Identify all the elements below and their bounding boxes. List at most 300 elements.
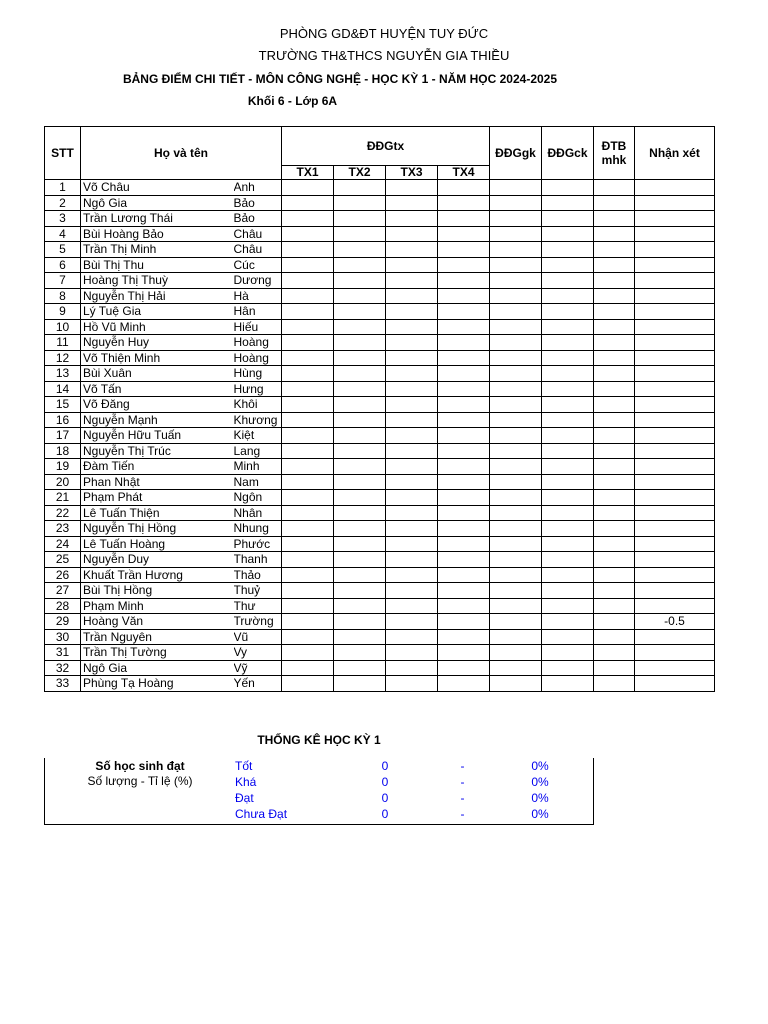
table-row (45, 660, 715, 676)
score-ddggk (490, 257, 542, 273)
score-ddggk (490, 521, 542, 537)
score-dtb (594, 412, 635, 428)
score-ddggk (490, 211, 542, 227)
row-surname: Nguyễn Hữu Tuấn (81, 428, 234, 444)
row-stt: 22 (45, 505, 81, 521)
row-given-name: Bảo (234, 195, 282, 211)
row-remark (635, 366, 715, 382)
row-surname: Nguyễn Thị Hải (81, 288, 234, 304)
score-dtb (594, 443, 635, 459)
score-tx3 (386, 660, 438, 676)
score-tx1 (282, 552, 334, 568)
score-tx3 (386, 412, 438, 428)
row-surname: Bùi Xuân (81, 366, 234, 382)
score-dtb (594, 366, 635, 382)
score-ddggk (490, 226, 542, 242)
score-ddgck (542, 180, 594, 196)
score-tx2 (334, 273, 386, 289)
row-given-name: Lang (234, 443, 282, 459)
score-ddgck (542, 397, 594, 413)
score-ddgck (542, 629, 594, 645)
score-dtb (594, 211, 635, 227)
table-row (45, 536, 715, 552)
row-remark (635, 583, 715, 599)
table-row (45, 505, 715, 521)
score-tx2 (334, 304, 386, 320)
stats-percent: 0% (531, 775, 549, 789)
score-tx4 (438, 490, 490, 506)
score-tx1 (282, 598, 334, 614)
score-ddgck (542, 226, 594, 242)
score-tx1 (282, 366, 334, 382)
row-remark (635, 567, 715, 583)
stats-count: 0 (381, 775, 389, 789)
score-tx3 (386, 490, 438, 506)
score-ddgck (542, 459, 594, 475)
score-ddgck (542, 676, 594, 692)
score-ddgck (542, 412, 594, 428)
row-surname: Lý Tuệ Gia (81, 304, 234, 320)
col-header-stt: STT (45, 127, 81, 180)
row-stt: 13 (45, 366, 81, 382)
row-surname: Khuất Trần Hương (81, 567, 234, 583)
score-tx1 (282, 350, 334, 366)
score-tx3 (386, 366, 438, 382)
row-remark: -0.5 (635, 614, 715, 630)
row-stt: 8 (45, 288, 81, 304)
score-tx2 (334, 366, 386, 382)
row-remark (635, 226, 715, 242)
score-ddgck (542, 366, 594, 382)
score-ddggk (490, 180, 542, 196)
score-ddggk (490, 552, 542, 568)
row-given-name: Hiếu (234, 319, 282, 335)
row-remark (635, 443, 715, 459)
col-header-remark: Nhận xét (635, 127, 715, 180)
grade-table (44, 126, 715, 692)
row-stt: 32 (45, 660, 81, 676)
row-given-name: Trường (234, 614, 282, 630)
score-tx4 (438, 505, 490, 521)
row-stt: 20 (45, 474, 81, 490)
row-given-name: Nhung (234, 521, 282, 537)
score-ddggk (490, 474, 542, 490)
row-remark (635, 195, 715, 211)
score-ddggk (490, 397, 542, 413)
score-ddgck (542, 536, 594, 552)
score-ddgck (542, 660, 594, 676)
table-row (45, 629, 715, 645)
score-dtb (594, 273, 635, 289)
row-surname: Đàm Tiến (81, 459, 234, 475)
score-tx3 (386, 521, 438, 537)
row-stt: 10 (45, 319, 81, 335)
row-given-name: Vy (234, 645, 282, 661)
score-ddggk (490, 381, 542, 397)
table-row (45, 350, 715, 366)
row-given-name: Nhân (234, 505, 282, 521)
table-row (45, 381, 715, 397)
row-remark (635, 645, 715, 661)
row-remark (635, 412, 715, 428)
stats-category: Tốt (235, 759, 253, 773)
score-ddgck (542, 304, 594, 320)
score-tx1 (282, 180, 334, 196)
row-surname: Trần Lương Thái (81, 211, 234, 227)
score-ddgck (542, 443, 594, 459)
score-ddgck (542, 474, 594, 490)
stats-percent: 0% (531, 791, 549, 805)
semester-stats (44, 725, 594, 825)
table-row (45, 676, 715, 692)
score-tx2 (334, 536, 386, 552)
stats-label-ratio: Số lượng - Tỉ lệ (%) (87, 774, 193, 788)
score-dtb (594, 505, 635, 521)
score-ddgck (542, 242, 594, 258)
score-tx4 (438, 536, 490, 552)
row-remark (635, 676, 715, 692)
row-stt: 15 (45, 397, 81, 413)
score-ddggk (490, 366, 542, 382)
score-tx2 (334, 288, 386, 304)
score-dtb (594, 226, 635, 242)
score-ddgck (542, 335, 594, 351)
score-ddgck (542, 381, 594, 397)
score-ddggk (490, 335, 542, 351)
row-remark (635, 505, 715, 521)
row-remark (635, 335, 715, 351)
score-dtb (594, 319, 635, 335)
score-ddgck (542, 288, 594, 304)
score-tx3 (386, 273, 438, 289)
score-ddggk (490, 536, 542, 552)
score-ddgck (542, 505, 594, 521)
score-dtb (594, 288, 635, 304)
table-row (45, 552, 715, 568)
score-ddgck (542, 521, 594, 537)
row-stt: 3 (45, 211, 81, 227)
row-given-name: Châu (234, 242, 282, 258)
table-row (45, 490, 715, 506)
row-stt: 5 (45, 242, 81, 258)
score-tx2 (334, 412, 386, 428)
score-ddggk (490, 443, 542, 459)
row-given-name: Kiệt (234, 428, 282, 444)
score-tx3 (386, 242, 438, 258)
score-tx3 (386, 350, 438, 366)
score-ddggk (490, 505, 542, 521)
score-tx2 (334, 505, 386, 521)
row-given-name: Anh (234, 180, 282, 196)
score-tx3 (386, 552, 438, 568)
row-surname: Bùi Thị Hồng (81, 583, 234, 599)
row-stt: 31 (45, 645, 81, 661)
score-tx1 (282, 242, 334, 258)
score-tx3 (386, 629, 438, 645)
score-tx2 (334, 552, 386, 568)
row-surname: Trần Thị Minh (81, 242, 234, 258)
row-given-name: Yến (234, 676, 282, 692)
table-row (45, 273, 715, 289)
score-ddggk (490, 242, 542, 258)
score-dtb (594, 660, 635, 676)
col-header-ddgck: ĐĐGck (542, 127, 594, 180)
score-ddggk (490, 304, 542, 320)
row-stt: 33 (45, 676, 81, 692)
score-tx2 (334, 676, 386, 692)
score-dtb (594, 552, 635, 568)
stats-row (45, 759, 593, 775)
table-row (45, 598, 715, 614)
score-tx3 (386, 226, 438, 242)
score-ddgck (542, 257, 594, 273)
score-tx3 (386, 397, 438, 413)
score-tx2 (334, 567, 386, 583)
score-tx1 (282, 536, 334, 552)
row-given-name: Minh (234, 459, 282, 475)
row-surname: Ngô Gia (81, 660, 234, 676)
row-surname: Phạm Phát (81, 490, 234, 506)
score-ddgck (542, 645, 594, 661)
score-tx3 (386, 443, 438, 459)
score-tx3 (386, 319, 438, 335)
row-given-name: Hùng (234, 366, 282, 382)
school-name: TRƯỜNG TH&THCS NGUYỄN GIA THIỀU (258, 48, 510, 63)
row-stt: 2 (45, 195, 81, 211)
score-ddgck (542, 211, 594, 227)
table-row (45, 567, 715, 583)
score-ddggk (490, 629, 542, 645)
score-tx4 (438, 660, 490, 676)
score-tx2 (334, 319, 386, 335)
row-given-name: Hoàng (234, 350, 282, 366)
row-stt: 18 (45, 443, 81, 459)
col-header-name: Họ và tên (81, 127, 282, 180)
score-tx1 (282, 459, 334, 475)
score-tx3 (386, 381, 438, 397)
col-header-tx2: TX2 (334, 166, 386, 180)
score-dtb (594, 428, 635, 444)
row-remark (635, 350, 715, 366)
score-dtb (594, 397, 635, 413)
row-given-name: Ngôn (234, 490, 282, 506)
score-ddggk (490, 459, 542, 475)
stats-row (45, 807, 593, 823)
row-surname: Lê Tuấn Hoàng (81, 536, 234, 552)
score-tx4 (438, 180, 490, 196)
score-tx1 (282, 629, 334, 645)
score-tx4 (438, 350, 490, 366)
score-tx1 (282, 273, 334, 289)
score-tx4 (438, 567, 490, 583)
score-dtb (594, 645, 635, 661)
score-tx4 (438, 428, 490, 444)
table-row (45, 288, 715, 304)
row-stt: 26 (45, 567, 81, 583)
row-remark (635, 319, 715, 335)
table-row (45, 443, 715, 459)
score-tx1 (282, 567, 334, 583)
score-tx4 (438, 598, 490, 614)
stats-percent: 0% (531, 807, 549, 821)
score-tx4 (438, 443, 490, 459)
score-tx1 (282, 428, 334, 444)
score-dtb (594, 257, 635, 273)
row-surname: Ngô Gia (81, 195, 234, 211)
row-surname: Bùi Hoàng Bảo (81, 226, 234, 242)
score-ddggk (490, 195, 542, 211)
row-surname: Nguyễn Huy (81, 335, 234, 351)
score-ddggk (490, 583, 542, 599)
score-tx3 (386, 195, 438, 211)
row-surname: Trần Thị Tường (81, 645, 234, 661)
row-given-name: Bảo (234, 211, 282, 227)
row-remark (635, 459, 715, 475)
score-tx3 (386, 567, 438, 583)
table-row (45, 257, 715, 273)
col-header-tx1: TX1 (282, 166, 334, 180)
score-tx4 (438, 335, 490, 351)
score-tx2 (334, 459, 386, 475)
score-ddgck (542, 583, 594, 599)
score-tx4 (438, 242, 490, 258)
row-stt: 14 (45, 381, 81, 397)
row-surname: Bùi Thị Thu (81, 257, 234, 273)
score-tx3 (386, 536, 438, 552)
table-row (45, 459, 715, 475)
table-row (45, 195, 715, 211)
score-tx4 (438, 257, 490, 273)
row-remark (635, 536, 715, 552)
stats-dash: - (460, 775, 465, 789)
score-tx3 (386, 335, 438, 351)
table-row (45, 428, 715, 444)
score-tx2 (334, 397, 386, 413)
score-dtb (594, 521, 635, 537)
score-ddggk (490, 288, 542, 304)
score-ddggk (490, 273, 542, 289)
row-surname: Hoàng Thị Thuỳ (81, 273, 234, 289)
row-remark (635, 629, 715, 645)
score-ddggk (490, 567, 542, 583)
table-row (45, 304, 715, 320)
score-dtb (594, 583, 635, 599)
row-remark (635, 660, 715, 676)
score-tx4 (438, 629, 490, 645)
stats-percent: 0% (531, 759, 549, 773)
score-tx1 (282, 645, 334, 661)
score-ddggk (490, 614, 542, 630)
row-stt: 30 (45, 629, 81, 645)
score-tx3 (386, 583, 438, 599)
col-header-dtb-line2: mhk (601, 153, 627, 167)
row-surname: Hoàng Văn (81, 614, 234, 630)
score-ddgck (542, 319, 594, 335)
row-stt: 12 (45, 350, 81, 366)
score-tx3 (386, 459, 438, 475)
stats-category: Chưa Đạt (235, 807, 288, 821)
score-tx4 (438, 552, 490, 568)
score-tx2 (334, 350, 386, 366)
score-tx1 (282, 583, 334, 599)
table-row (45, 180, 715, 196)
row-remark (635, 273, 715, 289)
row-surname: Võ Đăng (81, 397, 234, 413)
row-stt: 25 (45, 552, 81, 568)
score-tx4 (438, 195, 490, 211)
score-tx2 (334, 474, 386, 490)
score-tx1 (282, 521, 334, 537)
table-row (45, 319, 715, 335)
score-tx4 (438, 645, 490, 661)
score-ddgck (542, 614, 594, 630)
stats-count: 0 (381, 759, 389, 773)
score-dtb (594, 180, 635, 196)
score-dtb (594, 490, 635, 506)
score-tx2 (334, 521, 386, 537)
table-row (45, 397, 715, 413)
score-dtb (594, 676, 635, 692)
score-tx4 (438, 583, 490, 599)
score-dtb (594, 304, 635, 320)
stats-title: THỐNG KÊ HỌC KỲ 1 (257, 733, 381, 747)
score-ddgck (542, 490, 594, 506)
score-ddggk (490, 412, 542, 428)
score-tx2 (334, 180, 386, 196)
score-tx4 (438, 226, 490, 242)
row-remark (635, 180, 715, 196)
row-stt: 28 (45, 598, 81, 614)
score-ddggk (490, 645, 542, 661)
score-tx2 (334, 195, 386, 211)
sheet-title: BẢNG ĐIỂM CHI TIẾT - MÔN CÔNG NGHỆ - HỌC KỲ 1 - NĂM HỌC 2024-2025 (122, 72, 558, 86)
stats-row (45, 791, 593, 807)
table-row (45, 366, 715, 382)
col-header-dtb (594, 127, 635, 180)
score-tx2 (334, 226, 386, 242)
col-header-ddgtx: ĐĐGtx (282, 127, 490, 166)
row-remark (635, 304, 715, 320)
score-tx4 (438, 397, 490, 413)
score-tx1 (282, 412, 334, 428)
score-tx2 (334, 211, 386, 227)
row-stt: 4 (45, 226, 81, 242)
score-dtb (594, 629, 635, 645)
score-tx3 (386, 257, 438, 273)
score-tx2 (334, 335, 386, 351)
row-stt: 7 (45, 273, 81, 289)
score-tx2 (334, 629, 386, 645)
col-header-ddggk: ĐĐGgk (490, 127, 542, 180)
table-row (45, 645, 715, 661)
row-surname: Nguyễn Duy (81, 552, 234, 568)
score-tx4 (438, 459, 490, 475)
score-tx2 (334, 583, 386, 599)
score-tx1 (282, 288, 334, 304)
score-tx1 (282, 335, 334, 351)
row-remark (635, 288, 715, 304)
score-tx3 (386, 598, 438, 614)
score-dtb (594, 195, 635, 211)
score-tx3 (386, 304, 438, 320)
row-surname: Phùng Tạ Hoàng (81, 676, 234, 692)
score-tx4 (438, 304, 490, 320)
score-tx3 (386, 428, 438, 444)
score-tx1 (282, 676, 334, 692)
score-tx1 (282, 381, 334, 397)
row-stt: 24 (45, 536, 81, 552)
row-given-name: Châu (234, 226, 282, 242)
